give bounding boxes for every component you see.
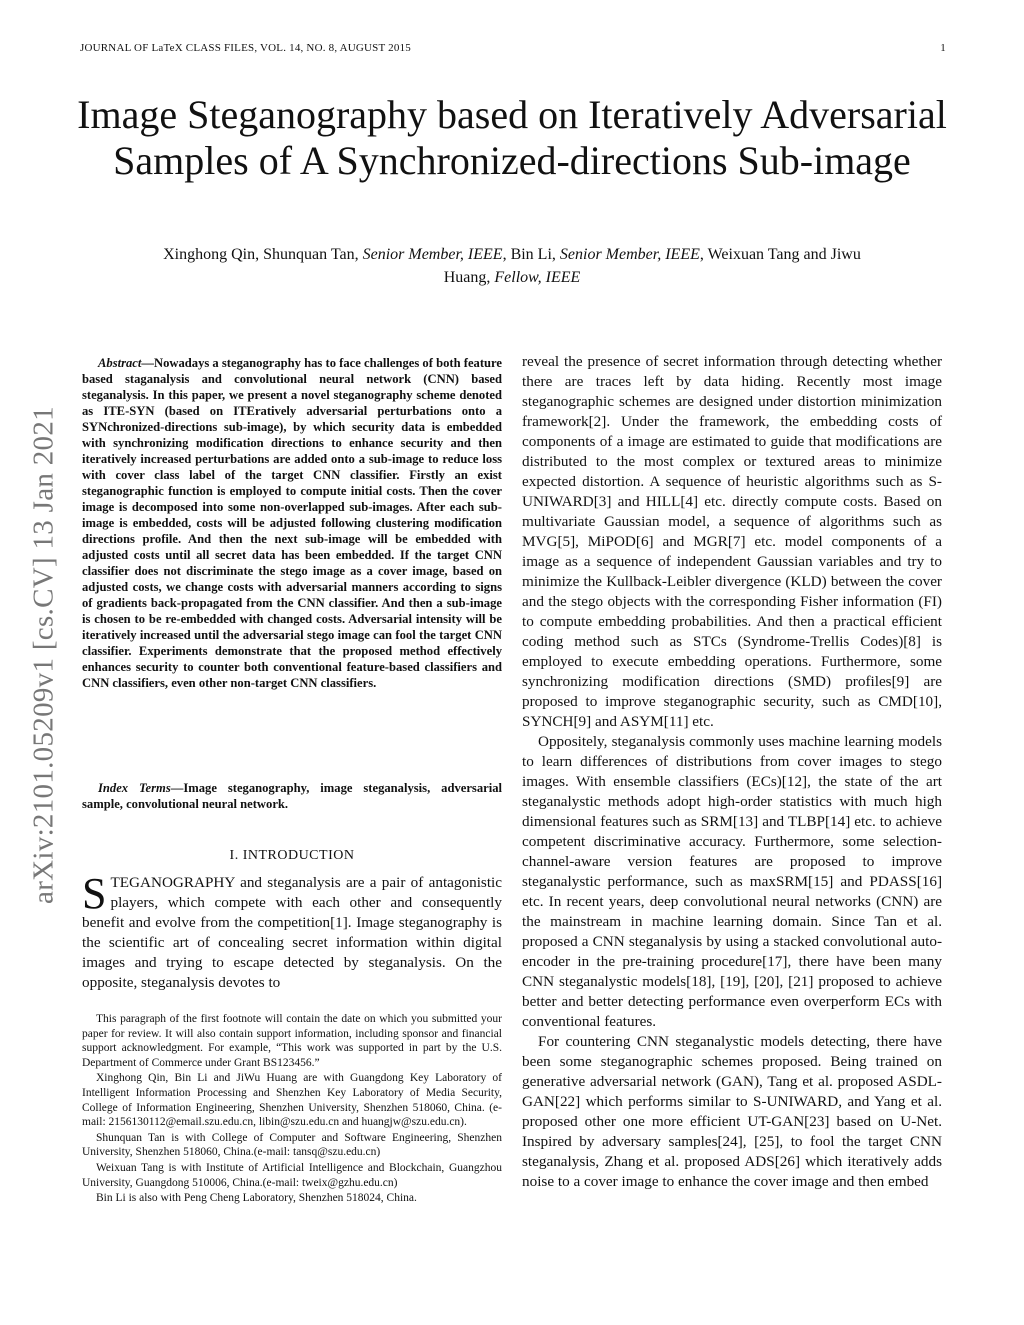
body-paragraph: For countering CNN steganalystic models detecting, there have been some steganographic schemes proposed. Being trained on generative adversarial network (GAN), Tang et al. proposed ASDL-GAN[22] which performs similar to S-UNIWARD, and Yang et al. proposed other one more efficient UT-GAN[23] based on U-Net. Inspired by adversary samples[24], [25], to fool the target CNN steganalysis, Zhang et al. proposed ADS[26] which iteratively adds noise to a cover image to enhance the cover image and then embed xyxy=(522,1033,942,1190)
running-head xyxy=(80,42,946,54)
abstract-label: Abstract xyxy=(98,356,142,370)
footnote: Shunquan Tan is with College of Computer and Software Engineering, Shenzhen University, Shenzhen 518060, China.(e-mail: tansq@szu.edu.cn) xyxy=(82,1131,502,1159)
author-text: Xinghong Qin, Shunquan Tan, xyxy=(163,246,363,263)
section-heading: I. INTRODUCTION xyxy=(229,848,355,863)
footnote: This paragraph of the first footnote will contain the date on which you submitted your paper for review. It will also contain support information, including sponsor and financial support acknowledgment. For example, “This work was supported in part by the U.S. Department of Commerce under Grant BS123456.” xyxy=(82,1013,502,1069)
footnote: Bin Li is also with Peng Cheng Laboratory, Shenzhen 518024, China. xyxy=(96,1192,417,1205)
abstract-text: —Nowadays a steganography has to face challenges of both feature based staganalysis and convolutional neural network (CNN) based steganalysis. In this paper, we present a novel steganography scheme denoted as ITE-SYN (based on ITEratively adversarial perturbations onto a SYNchronized-directions sub-image), by which security data is embedded with synchronizing modification directions to enhance security and then iteratively increased perturbations are added onto a sub-image to reduce loss with cover class label of the target CNN classifier. Firstly an exist steganographic function is employed to compute initial costs. Then the cover image is decomposed into some non-overlapped sub-images. After each sub-image is embedded, costs will be adjusted following clustering modification directions profile. And then the next sub-image will be embedded with adjusted costs until all secret data has been embedded. If the target CNN classifier does not discriminate the stego image as a cover image, based on adjusted costs, we change costs with adversarial manners according to signs of gradients back-propagated from the CNN classifier. And then a sub-image is chosen to be re-embedded with changed costs. Adversarial intensity will be iteratively increased until the adversarial stego image can fool the target CNN classifier. Experiments demonstrate that the proposed method effectively enhances security to counter both conventional feature-based classifiers and CNN classifiers, even other non-target CNN classifiers. xyxy=(82,356,502,690)
body-paragraph: reveal the presence of secret information through detecting whether there are traces left by data hiding. Recently most image steganographic schemes are designed under distortion minimization framework[2]. Under the framework, the embedding costs of components of a image are estimated to guide that modifications are distributed to the most complex or textured areas to minimize expected distortion. A sequence of heuristic algorithms such as S-UNIWARD[3] and HILL[4] etc. directly compute costs. Based on multivariate Gaussian model, a sequence of algorithms such as MVG[5], MiPOD[6] and MGR[7] etc. model components of a image as a sequence of independent Gaussian variables and try to minimize the Kullback-Leibler divergence (KLD) between the cover and the stego objects with the corresponding Fisher information (FI) to compute embedding probabilities. And then a practical efficient coding method such as STCs (Syndrome-Trellis Codes)[8] is employed to execute embedding operations. Furthermore, some synchronizing modification directions (SMD) profiles[9] are proposed to improve steganographic security, such as CMD[10], SYNCH[9] and ASYM[11] etc. xyxy=(522,353,942,730)
intro-text: TEGANOGRAPHY and steganalysis are a pair of antagonistic players, which compete with each other and consequently benefit and evolve from the competition[1]. Image steganography is the scientific art of concealing secret information within digital images and trying to escape detected by steganalysis. On the opposite, steganalysis devotes to xyxy=(82,874,502,991)
author-list xyxy=(70,243,954,289)
index-terms xyxy=(82,780,502,812)
paper-title: Image Steganography based on Iteratively Adversarial Samples of A Synchronized-directions Sub-image xyxy=(77,92,947,183)
footnote: Weixuan Tang is with Institute of Artificial Intelligence and Blockchain, Guangzhou University, Guangdong 510006, China.(e-mail: tweix@gzhu.edu.cn) xyxy=(82,1161,502,1189)
arxiv-id: arXiv:2101.05209v1 [cs.CV] 13 Jan 2021 xyxy=(27,406,60,904)
author-text: , Weixuan Tang and Jiwu xyxy=(699,246,861,263)
author-role: Fellow, IEEE xyxy=(494,269,581,286)
index-terms-text: —Image steganography, image steganalysis, adversarial sample, convolutional neural network. xyxy=(82,781,503,811)
abstract xyxy=(82,355,502,691)
page-number: 1 xyxy=(940,42,946,54)
arxiv-stamp xyxy=(22,360,66,950)
author-role: Senior Member, IEEE xyxy=(559,246,700,263)
index-terms-label: Index Terms xyxy=(98,781,171,795)
drop-cap: S xyxy=(82,869,107,918)
author-text: , Bin Li, xyxy=(502,246,560,263)
footnote: Xinghong Qin, Bin Li and JiWu Huang are with Guangdong Key Laboratory of Intelligent Information Processing and Shenzhen Key Laboratory of Media Security, College of Information Engineering, Shenzhen University, Shenzhen 518060, China. (e-mail: 2156130112@email.szu.edu.cn, libin@szu.edu.cn and huangjw@szu.edu.cn). xyxy=(82,1072,502,1129)
author-role: Senior Member, IEEE xyxy=(362,246,503,263)
right-column xyxy=(522,352,942,1192)
footnotes xyxy=(82,1012,502,1207)
running-head-text: JOURNAL OF LaTeX CLASS FILES, VOL. 14, NO. 8, AUGUST 2015 xyxy=(80,42,411,54)
author-text: Huang, xyxy=(443,269,495,286)
body-paragraph: Oppositely, steganalysis commonly uses machine learning models to learn differences of distributions from cover images to stego images. With ensemble classifiers (ECs)[12], the state of the art steganalystic methods adopt high-order statistics with much high dimensional features such as SRM[13] and TLBP[14] etc. to achieve competent discriminative accuracy. Furthermore, some selection-channel-aware version features are proposed to improve steganalystic performance, such as maxSRM[15] and PDASS[16] etc. In recent years, deep convolutional neural networks (CNN) are the mainstream in machine learning domain. Since Tan et al. proposed a CNN steganalysis by using a stacked convolutional auto-encoder in the pre-training procedure[17], there have been many CNN steganalystic models[18], [19], [20], [21] proposed to achieve better and better detecting performance even overperform ECs with conventional features. xyxy=(522,733,942,1030)
intro-paragraph xyxy=(82,869,502,993)
